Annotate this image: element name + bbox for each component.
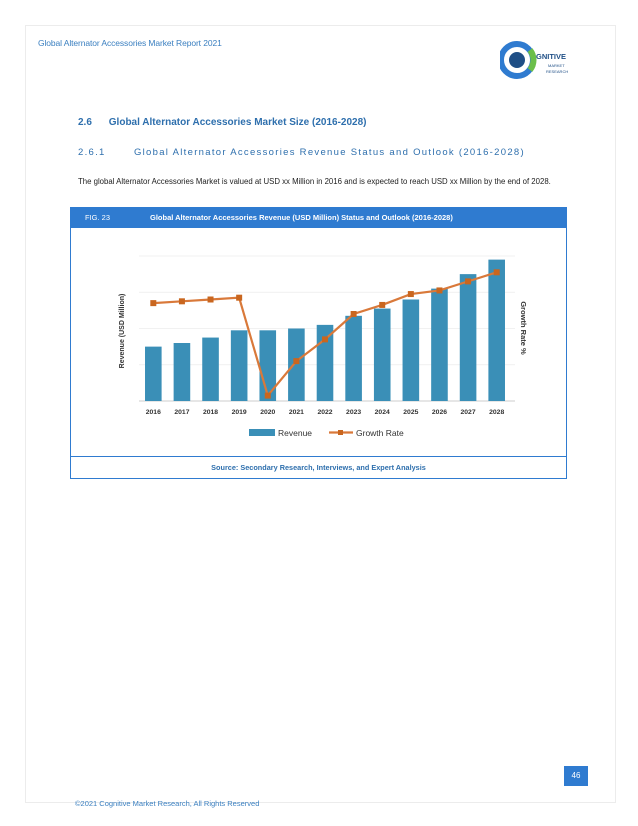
logo-name: GNITIVE [536, 52, 567, 61]
x-tick-label-2022: 2022 [317, 409, 333, 416]
revenue-bar-2019 [231, 330, 248, 401]
revenue-bar-2026 [431, 289, 448, 401]
y2-axis-label: Growth Rate % [519, 301, 528, 355]
revenue-bar-2018 [202, 338, 219, 401]
revenue-bar-2017 [174, 343, 191, 401]
x-tick-label-2018: 2018 [202, 409, 219, 416]
x-tick-label-2016: 2016 [145, 409, 161, 416]
growth-point-2021 [293, 358, 299, 364]
growth-point-2027 [465, 278, 471, 284]
revenue-growth-chart [71, 228, 566, 456]
growth-point-2020 [265, 393, 271, 399]
x-tick-label-2019: 2019 [231, 409, 247, 416]
footer-copyright: ©2021 Cognitive Market Research, All Rights Reserved [75, 799, 260, 808]
legend-growth-swatch-marker [338, 430, 343, 435]
x-tick-label-2023: 2023 [346, 409, 362, 416]
growth-point-2017 [179, 298, 185, 304]
x-tick-label-2025: 2025 [403, 409, 419, 416]
revenue-bar-2016 [145, 347, 162, 401]
revenue-bar-2021 [288, 329, 305, 402]
growth-point-2019 [236, 295, 242, 301]
growth-point-2016 [150, 300, 156, 306]
x-tick-label-2024: 2024 [374, 409, 390, 416]
section-title: Global Alternator Accessories Market Size (2016-2028) [108, 117, 367, 128]
subsection-title: Global Alternator Accessories Revenue Status and Outlook (2016-2028) [133, 147, 525, 158]
growth-point-2025 [408, 291, 414, 297]
growth-point-2022 [322, 336, 328, 342]
x-tick-label-2021: 2021 [288, 409, 304, 416]
legend-growth-label: Growth Rate [356, 428, 404, 438]
figure-frame [70, 207, 567, 479]
chart-legend [249, 428, 404, 438]
subsection-number: 2.6.1 [78, 147, 106, 158]
growth-point-2028 [494, 269, 500, 275]
y-axis-label: Revenue (USD Million) [119, 293, 126, 369]
figure-label: FIG. 23 [85, 213, 111, 222]
growth-point-2024 [379, 302, 385, 308]
revenue-bar-2022 [317, 325, 334, 401]
company-logo [500, 40, 582, 80]
revenue-bar-2024 [374, 309, 391, 401]
section-heading [78, 117, 367, 128]
legend-revenue-swatch [249, 429, 275, 436]
report-header-title: Global Alternator Accessories Market Report 2021 [38, 38, 222, 48]
figure-chart-area [71, 228, 566, 457]
page-number: 46 [564, 766, 588, 786]
logo-tagline-1: MARKET [548, 63, 565, 68]
legend-revenue-label: Revenue [278, 428, 313, 438]
cognitive-logo-icon [501, 44, 534, 76]
x-tick-label-2027: 2027 [460, 409, 476, 416]
revenue-bar-2023 [345, 316, 362, 401]
growth-point-2018 [208, 297, 214, 303]
figure-title-bar [71, 208, 566, 228]
growth-point-2026 [436, 287, 442, 293]
revenue-bar-2025 [403, 300, 420, 402]
x-tick-label-2028: 2028 [489, 409, 505, 416]
section-number: 2.6 [78, 117, 92, 128]
logo-tagline-2: RESEARCH [546, 69, 569, 74]
subsection-heading [78, 147, 525, 158]
body-paragraph: The global Alternator Accessories Market is valued at USD xx Million in 2016 and is expected to reach USD xx Million by the end of 2028. [78, 177, 551, 186]
figure-source: Source: Secondary Research, Interviews, and Expert Analysis [211, 463, 426, 472]
x-tick-label-2020: 2020 [260, 409, 276, 416]
growth-point-2023 [351, 311, 357, 317]
revenue-bar-2028 [488, 260, 505, 401]
x-tick-label-2017: 2017 [174, 409, 190, 416]
x-tick-label-2026: 2026 [431, 409, 448, 416]
figure-title: Global Alternator Accessories Revenue (USD Million) Status and Outlook (2016-2028) [150, 213, 453, 222]
revenue-bar-2027 [460, 274, 477, 401]
revenue-bar-2020 [259, 330, 276, 401]
